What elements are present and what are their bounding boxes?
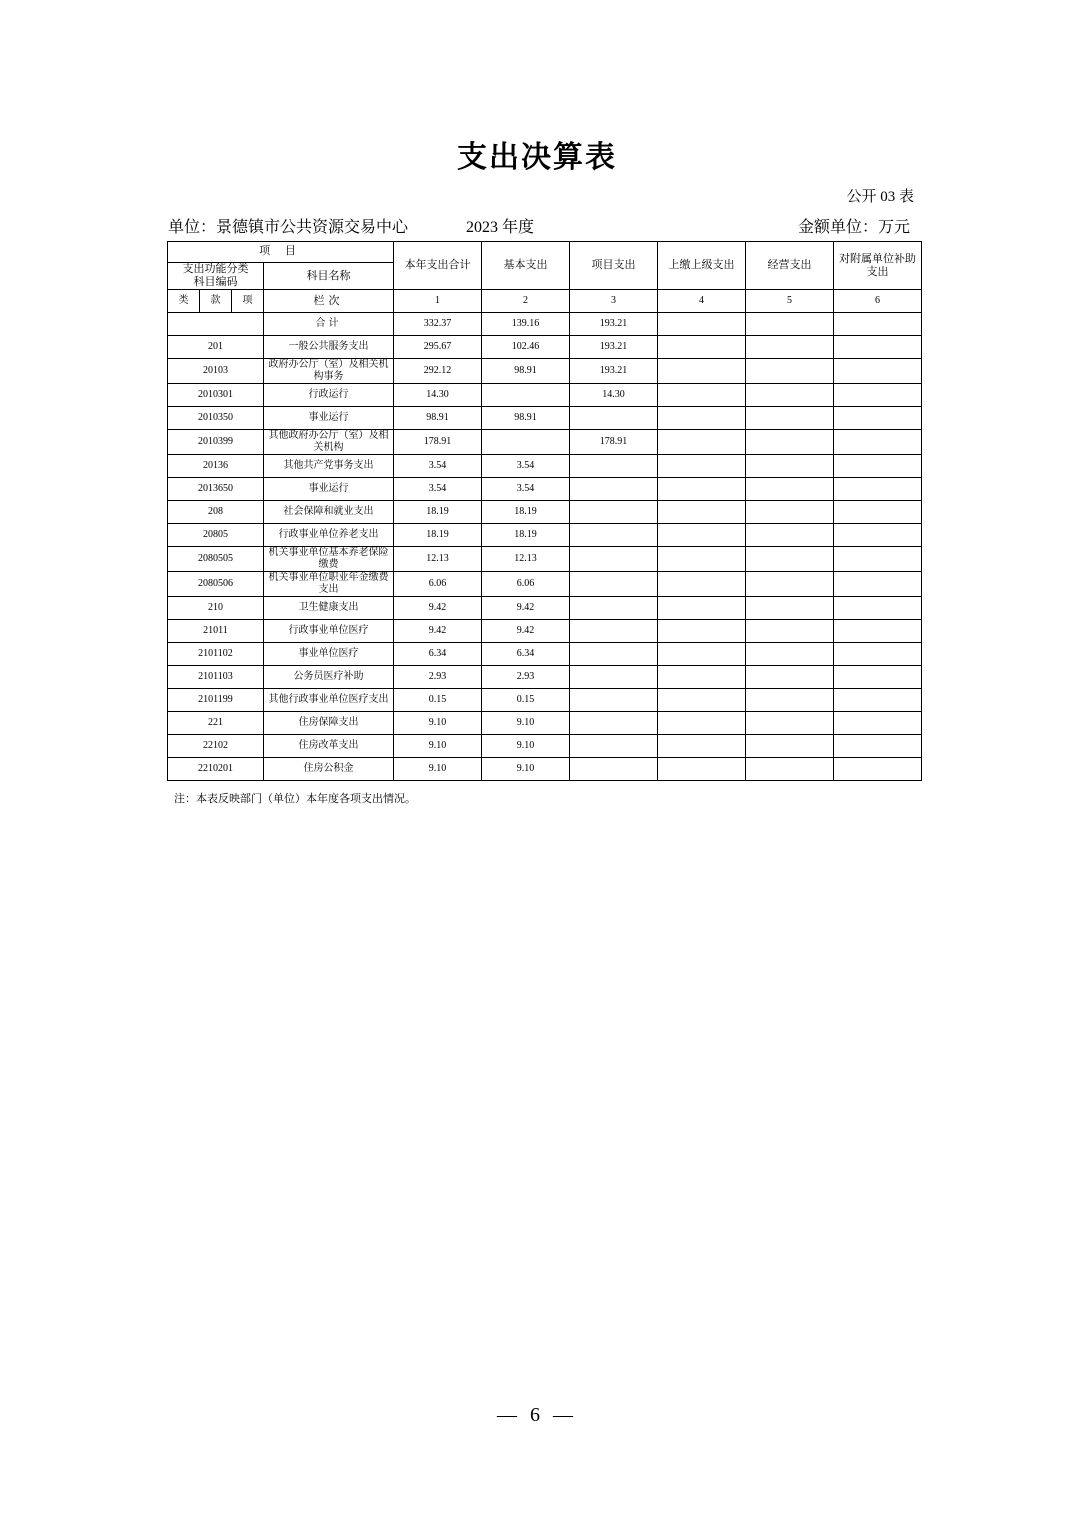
header-colnum-4: 4 (658, 290, 746, 313)
row-value-1: 3.54 (394, 478, 482, 501)
total-code-cell (168, 313, 264, 336)
row-value-4 (658, 712, 746, 735)
row-value-4 (658, 501, 746, 524)
table-row (168, 547, 922, 572)
row-value-5 (746, 336, 834, 359)
total-label: 合计 (264, 313, 394, 336)
row-value-5 (746, 478, 834, 501)
row-value-1: 292.12 (394, 359, 482, 384)
table-row (168, 758, 922, 781)
header-col-operating: 经营支出 (746, 242, 834, 290)
header-colnum-6: 6 (834, 290, 922, 313)
row-value-5 (746, 524, 834, 547)
header-func-class-line2: 科目编码 (193, 276, 238, 289)
row-value-5 (746, 597, 834, 620)
row-code: 2101102 (168, 643, 264, 666)
row-value-4 (658, 359, 746, 384)
table-row (168, 735, 922, 758)
row-value-1: 6.34 (394, 643, 482, 666)
row-name: 行政运行 (264, 384, 394, 407)
row-code: 2010301 (168, 384, 264, 407)
row-value-2 (482, 384, 570, 407)
row-value-3 (570, 689, 658, 712)
row-value-3 (570, 758, 658, 781)
table-row (168, 620, 922, 643)
table-note: 注：本表反映部门（单位）本年度各项支出情况。 (174, 793, 416, 805)
row-value-5 (746, 620, 834, 643)
row-value-3 (570, 407, 658, 430)
row-value-3 (570, 620, 658, 643)
row-value-1: 178.91 (394, 430, 482, 455)
row-value-2: 9.42 (482, 597, 570, 620)
row-name: 住房改革支出 (264, 735, 394, 758)
row-value-2: 98.91 (482, 359, 570, 384)
row-name: 社会保障和就业支出 (264, 501, 394, 524)
total-value-5 (746, 313, 834, 336)
page-number: — 6 — (497, 1404, 577, 1426)
row-value-3 (570, 478, 658, 501)
row-value-6 (834, 455, 922, 478)
row-value-1: 9.42 (394, 620, 482, 643)
row-value-1: 9.10 (394, 758, 482, 781)
row-code: 208 (168, 501, 264, 524)
row-value-3 (570, 597, 658, 620)
row-value-2: 3.54 (482, 455, 570, 478)
row-name: 卫生健康支出 (264, 597, 394, 620)
row-value-6 (834, 597, 922, 620)
table-row (168, 572, 922, 597)
row-name: 行政事业单位医疗 (264, 620, 394, 643)
total-value-1: 332.37 (394, 313, 482, 336)
row-code: 2010399 (168, 430, 264, 455)
row-value-4 (658, 407, 746, 430)
row-value-6 (834, 643, 922, 666)
header-func-class (168, 263, 264, 290)
row-code: 2080506 (168, 572, 264, 597)
row-code: 21011 (168, 620, 264, 643)
row-value-2: 98.91 (482, 407, 570, 430)
row-value-1: 3.54 (394, 455, 482, 478)
page-title: 支出决算表 (457, 141, 617, 174)
row-code: 210 (168, 597, 264, 620)
row-value-3: 193.21 (570, 336, 658, 359)
header-colnum-5: 5 (746, 290, 834, 313)
row-name: 其他行政事业单位医疗支出 (264, 689, 394, 712)
row-value-2: 9.10 (482, 758, 570, 781)
row-value-6 (834, 572, 922, 597)
row-name: 事业运行 (264, 478, 394, 501)
row-name: 机关事业单位职业年金缴费支出 (264, 572, 394, 597)
row-value-2: 6.34 (482, 643, 570, 666)
table-row (168, 712, 922, 735)
row-value-4 (658, 430, 746, 455)
row-name: 公务员医疗补助 (264, 666, 394, 689)
table-header-row (168, 242, 922, 263)
row-value-3 (570, 712, 658, 735)
row-value-6 (834, 524, 922, 547)
table-row (168, 501, 922, 524)
row-value-4 (658, 666, 746, 689)
money-unit-label: 金额单位：万元 (797, 219, 910, 236)
header-col-remit-up: 上缴上级支出 (658, 242, 746, 290)
row-code: 2101103 (168, 666, 264, 689)
row-value-2: 9.10 (482, 712, 570, 735)
row-value-3 (570, 643, 658, 666)
row-value-1: 2.93 (394, 666, 482, 689)
header-item-group: 项 目 (168, 242, 394, 263)
row-name: 其他政府办公厅（室）及相关机构 (264, 430, 394, 455)
table-row (168, 384, 922, 407)
row-value-1: 9.10 (394, 735, 482, 758)
row-value-6 (834, 384, 922, 407)
row-value-3 (570, 572, 658, 597)
header-col-basic: 基本支出 (482, 242, 570, 290)
row-code: 22102 (168, 735, 264, 758)
total-value-2: 139.16 (482, 313, 570, 336)
row-value-4 (658, 547, 746, 572)
row-value-5 (746, 712, 834, 735)
row-code: 201 (168, 336, 264, 359)
row-value-4 (658, 597, 746, 620)
row-value-3 (570, 735, 658, 758)
row-value-3 (570, 666, 658, 689)
row-value-4 (658, 643, 746, 666)
row-value-2: 102.46 (482, 336, 570, 359)
table-header-row-3 (168, 290, 922, 313)
row-value-2: 3.54 (482, 478, 570, 501)
row-value-3 (570, 547, 658, 572)
header-sub-kuan: 款 (200, 290, 232, 313)
row-value-5 (746, 735, 834, 758)
row-value-5 (746, 455, 834, 478)
row-code: 221 (168, 712, 264, 735)
row-value-6 (834, 758, 922, 781)
row-value-6 (834, 430, 922, 455)
row-value-2: 0.15 (482, 689, 570, 712)
header-col-subsidy: 对附属单位补助支出 (834, 242, 922, 290)
row-value-1: 0.15 (394, 689, 482, 712)
table-row (168, 336, 922, 359)
row-value-1: 18.19 (394, 524, 482, 547)
row-value-4 (658, 735, 746, 758)
row-value-5 (746, 430, 834, 455)
row-value-2: 9.10 (482, 735, 570, 758)
row-value-1: 18.19 (394, 501, 482, 524)
row-code: 20103 (168, 359, 264, 384)
row-value-5 (746, 643, 834, 666)
row-name: 住房保障支出 (264, 712, 394, 735)
header-col-project: 项目支出 (570, 242, 658, 290)
row-value-6 (834, 735, 922, 758)
row-name: 其他共产党事务支出 (264, 455, 394, 478)
row-value-3: 178.91 (570, 430, 658, 455)
row-value-4 (658, 524, 746, 547)
row-value-2: 18.19 (482, 501, 570, 524)
document-meta (168, 214, 910, 237)
header-func-class-line1: 支出功能分类 (182, 263, 249, 275)
row-value-2: 2.93 (482, 666, 570, 689)
header-sub-xiang: 项 (232, 290, 264, 313)
row-value-3 (570, 455, 658, 478)
row-name: 事业运行 (264, 407, 394, 430)
row-value-4 (658, 689, 746, 712)
table-row (168, 359, 922, 384)
table-row (168, 597, 922, 620)
row-value-6 (834, 547, 922, 572)
table-row (168, 524, 922, 547)
table-row (168, 643, 922, 666)
header-colnum-3: 3 (570, 290, 658, 313)
row-value-3 (570, 501, 658, 524)
total-value-3: 193.21 (570, 313, 658, 336)
header-sub-lei: 类 (168, 290, 200, 313)
row-value-5 (746, 572, 834, 597)
total-value-6 (834, 313, 922, 336)
row-value-6 (834, 478, 922, 501)
year-label: 2023 年度 (466, 219, 535, 236)
row-value-3: 14.30 (570, 384, 658, 407)
row-value-6 (834, 712, 922, 735)
total-value-4 (658, 313, 746, 336)
row-value-6 (834, 689, 922, 712)
table-row-total (168, 313, 922, 336)
row-value-5 (746, 407, 834, 430)
row-value-6 (834, 407, 922, 430)
row-code: 2101199 (168, 689, 264, 712)
row-value-5 (746, 359, 834, 384)
row-value-5 (746, 689, 834, 712)
row-value-5 (746, 384, 834, 407)
row-name: 事业单位医疗 (264, 643, 394, 666)
header-colnum-2: 2 (482, 290, 570, 313)
row-value-2: 9.42 (482, 620, 570, 643)
row-code: 2210201 (168, 758, 264, 781)
row-value-6 (834, 666, 922, 689)
row-value-1: 12.13 (394, 547, 482, 572)
row-value-5 (746, 666, 834, 689)
row-name: 一般公共服务支出 (264, 336, 394, 359)
row-value-3: 193.21 (570, 359, 658, 384)
row-value-2: 12.13 (482, 547, 570, 572)
row-value-6 (834, 620, 922, 643)
header-lanci: 栏次 (264, 290, 394, 313)
header-colnum-1: 1 (394, 290, 482, 313)
table-row (168, 455, 922, 478)
table-row (168, 478, 922, 501)
row-value-1: 295.67 (394, 336, 482, 359)
row-code: 2080505 (168, 547, 264, 572)
row-value-5 (746, 758, 834, 781)
row-name: 住房公积金 (264, 758, 394, 781)
table-row (168, 407, 922, 430)
unit-label: 单位：景德镇市公共资源交易中心 (168, 219, 409, 236)
header-col-total: 本年支出合计 (394, 242, 482, 290)
row-value-2: 6.06 (482, 572, 570, 597)
row-value-4 (658, 620, 746, 643)
row-value-3 (570, 524, 658, 547)
row-value-5 (746, 501, 834, 524)
table-row (168, 430, 922, 455)
row-value-1: 14.30 (394, 384, 482, 407)
row-value-4 (658, 758, 746, 781)
row-code: 20136 (168, 455, 264, 478)
row-name: 政府办公厅（室）及相关机构事务 (264, 359, 394, 384)
row-value-4 (658, 455, 746, 478)
row-code: 2010350 (168, 407, 264, 430)
table-row (168, 666, 922, 689)
expenditure-table (167, 241, 922, 781)
row-value-4 (658, 336, 746, 359)
row-value-5 (746, 547, 834, 572)
row-value-4 (658, 572, 746, 597)
row-value-1: 98.91 (394, 407, 482, 430)
table-row (168, 689, 922, 712)
row-value-6 (834, 501, 922, 524)
row-name: 机关事业单位基本养老保险缴费 (264, 547, 394, 572)
form-number: 公开 03 表 (846, 189, 914, 205)
row-value-2 (482, 430, 570, 455)
row-value-6 (834, 359, 922, 384)
row-code: 20805 (168, 524, 264, 547)
row-value-2: 18.19 (482, 524, 570, 547)
row-value-6 (834, 336, 922, 359)
row-value-4 (658, 478, 746, 501)
header-subject-name: 科目名称 (264, 263, 394, 290)
row-value-4 (658, 384, 746, 407)
row-value-1: 6.06 (394, 572, 482, 597)
row-code: 2013650 (168, 478, 264, 501)
row-name: 行政事业单位养老支出 (264, 524, 394, 547)
row-value-1: 9.42 (394, 597, 482, 620)
row-value-1: 9.10 (394, 712, 482, 735)
